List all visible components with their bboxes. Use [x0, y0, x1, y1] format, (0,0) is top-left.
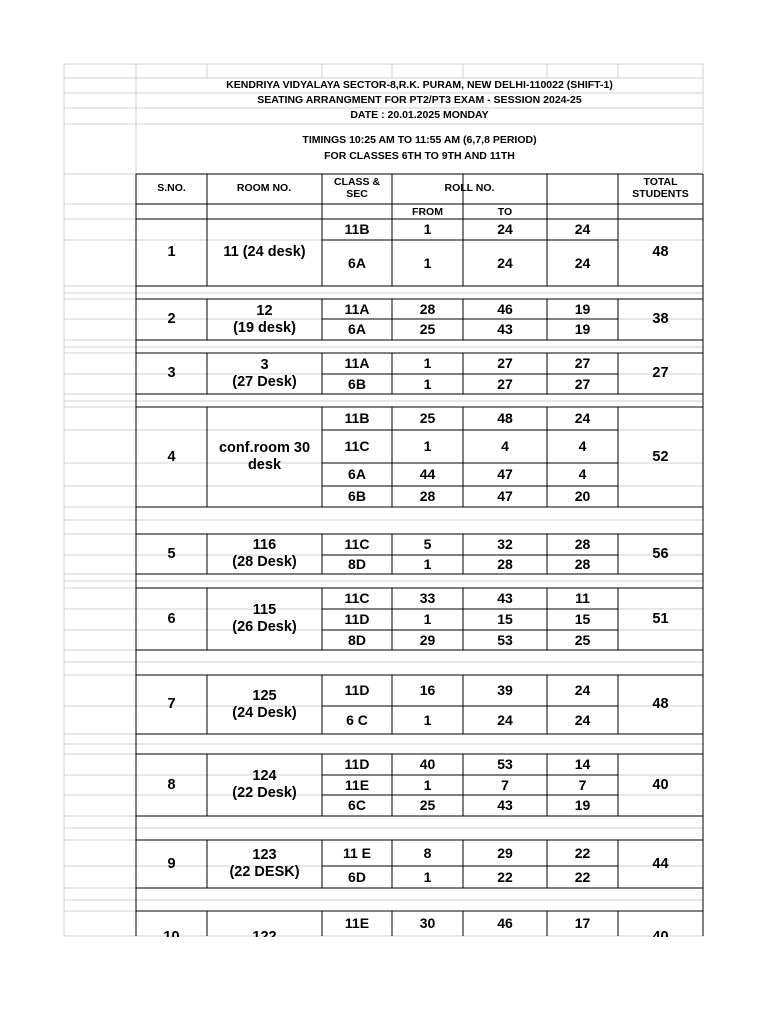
group-sno: 7 [167, 696, 176, 713]
row-roll-to: 46 [497, 300, 513, 317]
group-sno: 1 [167, 244, 176, 261]
row-class-sec: 11C [344, 438, 370, 455]
group-sno: 4 [167, 448, 176, 465]
group-total: 56 [652, 545, 669, 562]
row-roll-to: 46 [497, 915, 513, 932]
row-roll-to: 53 [497, 631, 513, 648]
row-roll-to: 29 [497, 844, 513, 861]
row-roll-from: 1 [423, 375, 432, 392]
row-roll-from: 28 [419, 488, 436, 505]
row-roll-from: 25 [419, 321, 436, 338]
row-class-sec: 6B [348, 488, 366, 505]
row-class-sec: 11E [344, 776, 370, 793]
row-count: 11 [575, 590, 590, 607]
row-roll-to: 15 [497, 611, 513, 628]
group-total: 48 [652, 244, 669, 261]
exam-timings: TIMINGS 10:25 AM TO 11:55 AM (6,7,8 PERIOD) [302, 134, 537, 146]
exam-date: DATE : 20.01.2025 MONDAY [350, 109, 489, 121]
column-header-to: TO [497, 206, 513, 218]
row-roll-from: 1 [423, 868, 432, 885]
row-class-sec: 11D [344, 682, 370, 699]
row-class-sec: 11C [344, 590, 370, 607]
column-header-from: FROM [412, 206, 443, 218]
row-roll-to: 24 [497, 221, 513, 238]
row-roll-from: 40 [419, 756, 436, 773]
row-roll-to: 27 [497, 355, 513, 372]
row-roll-from: 1 [423, 355, 432, 372]
group-room: 124 (22 Desk) [232, 768, 297, 801]
row-count: 24 [574, 254, 591, 271]
group-sno: 8 [167, 776, 176, 793]
row-roll-to: 28 [497, 556, 513, 573]
row-roll-from: 1 [423, 776, 432, 793]
group-total: 52 [652, 448, 669, 465]
row-class-sec: 6B [348, 375, 366, 392]
row-count: 7 [578, 776, 587, 793]
row-class-sec: 6A [348, 321, 366, 338]
row-count: 24 [574, 410, 591, 427]
row-count: 24 [574, 221, 591, 238]
row-class-sec: 6C [348, 797, 366, 814]
column-header-class-sec: CLASS & SEC [333, 176, 381, 201]
exam-classes: FOR CLASSES 6TH TO 9TH AND 11TH [324, 150, 515, 162]
group-room: 11 (24 desk) [223, 244, 306, 261]
row-class-sec: 6A [348, 466, 366, 483]
column-header-sno: S.NO. [157, 182, 186, 194]
row-class-sec: 11A [344, 300, 370, 317]
row-roll-from: 44 [419, 466, 436, 483]
group-room: 12 (19 desk) [233, 302, 296, 336]
row-roll-to: 22 [497, 868, 513, 885]
row-count: 24 [574, 711, 591, 728]
row-count: 4 [578, 466, 587, 483]
group-room: 115 (26 Desk) [232, 602, 297, 635]
group-room: 123 (22 DESK) [229, 847, 300, 880]
group-total: 51 [652, 610, 669, 627]
row-roll-to: 39 [497, 682, 513, 699]
row-count: 25 [574, 631, 591, 648]
group-total: 38 [652, 311, 669, 328]
row-count: 15 [574, 611, 591, 628]
row-count: 28 [574, 556, 591, 573]
row-class-sec: 11A [344, 355, 370, 372]
row-count: 19 [574, 300, 591, 317]
row-roll-from: 1 [423, 611, 432, 628]
row-count: 22 [574, 844, 591, 861]
row-roll-to: 43 [497, 321, 513, 338]
row-roll-from: 1 [423, 254, 432, 271]
row-roll-from: 8 [423, 844, 432, 861]
row-roll-from: 25 [419, 797, 436, 814]
row-count: 14 [574, 756, 591, 773]
group-sno: 3 [167, 365, 176, 382]
row-class-sec: 6 C [346, 711, 368, 728]
group-total: 48 [652, 696, 669, 713]
row-roll-from: 28 [419, 300, 436, 317]
row-roll-to: 27 [497, 375, 513, 392]
row-roll-from: 30 [419, 915, 436, 932]
row-roll-to: 24 [497, 711, 513, 728]
group-sno: 6 [167, 610, 176, 627]
row-class-sec: 6A [348, 254, 366, 271]
row-count: 19 [574, 321, 591, 338]
row-class-sec: 11 E [342, 844, 372, 861]
group-room: 116 (28 Desk) [232, 537, 297, 570]
row-count: 24 [574, 682, 591, 699]
row-roll-to: 43 [497, 797, 513, 814]
group-sno: 5 [167, 545, 176, 562]
row-roll-to: 24 [497, 254, 513, 271]
row-roll-from: 5 [423, 536, 432, 553]
group-sno: 2 [167, 311, 176, 328]
row-roll-from: 33 [419, 590, 436, 607]
group-room: 3 (27 Desk) [232, 356, 297, 390]
row-class-sec: 6D [348, 868, 366, 885]
row-class-sec: 11D [344, 611, 370, 628]
column-header-room: ROOM NO. [236, 182, 292, 194]
group-sno: 9 [167, 855, 176, 872]
row-count: 20 [574, 488, 591, 505]
row-roll-from: 16 [419, 682, 436, 699]
row-roll-to: 4 [501, 438, 509, 455]
school-name: KENDRIYA VIDYALAYA SECTOR-8,R.K. PURAM, NEW DELHI-110022 (SHIFT-1) [226, 79, 613, 91]
row-class-sec: 11D [344, 756, 370, 773]
row-count: 27 [574, 375, 591, 392]
row-count: 27 [574, 355, 591, 372]
group-room: conf.room 30 desk [218, 440, 311, 473]
row-count: 28 [574, 536, 591, 553]
row-class-sec: 8D [348, 556, 366, 573]
row-roll-to: 43 [497, 590, 513, 607]
row-count: 4 [578, 438, 587, 455]
row-class-sec: 11E [344, 915, 370, 932]
row-count: 17 [574, 915, 591, 932]
row-roll-from: 25 [419, 410, 436, 427]
row-roll-to: 48 [497, 410, 513, 427]
row-roll-from: 1 [423, 438, 432, 455]
row-class-sec: 11C [344, 536, 370, 553]
row-roll-from: 1 [423, 221, 432, 238]
column-header-total: TOTAL STUDENTS [632, 176, 689, 201]
page-bottom-margin [0, 937, 768, 1024]
group-room: 125 (24 Desk) [232, 687, 297, 721]
row-roll-from: 1 [423, 711, 432, 728]
row-roll-from: 29 [419, 631, 436, 648]
row-roll-to: 32 [497, 536, 513, 553]
row-class-sec: 11B [344, 221, 370, 238]
group-total: 27 [652, 365, 669, 382]
row-class-sec: 8D [348, 631, 366, 648]
row-roll-to: 7 [501, 776, 509, 793]
row-roll-to: 47 [497, 488, 513, 505]
row-count: 19 [574, 797, 591, 814]
row-roll-to: 47 [497, 466, 513, 483]
column-header-roll: ROLL NO. [444, 182, 495, 194]
row-roll-from: 1 [423, 556, 432, 573]
sheet-title: SEATING ARRANGMENT FOR PT2/PT3 EXAM - SESSION 2024-25 [257, 94, 582, 106]
row-class-sec: 11B [344, 410, 370, 427]
group-total: 40 [652, 776, 669, 793]
row-roll-to: 53 [497, 756, 513, 773]
row-count: 22 [574, 868, 591, 885]
group-total: 44 [652, 855, 669, 872]
